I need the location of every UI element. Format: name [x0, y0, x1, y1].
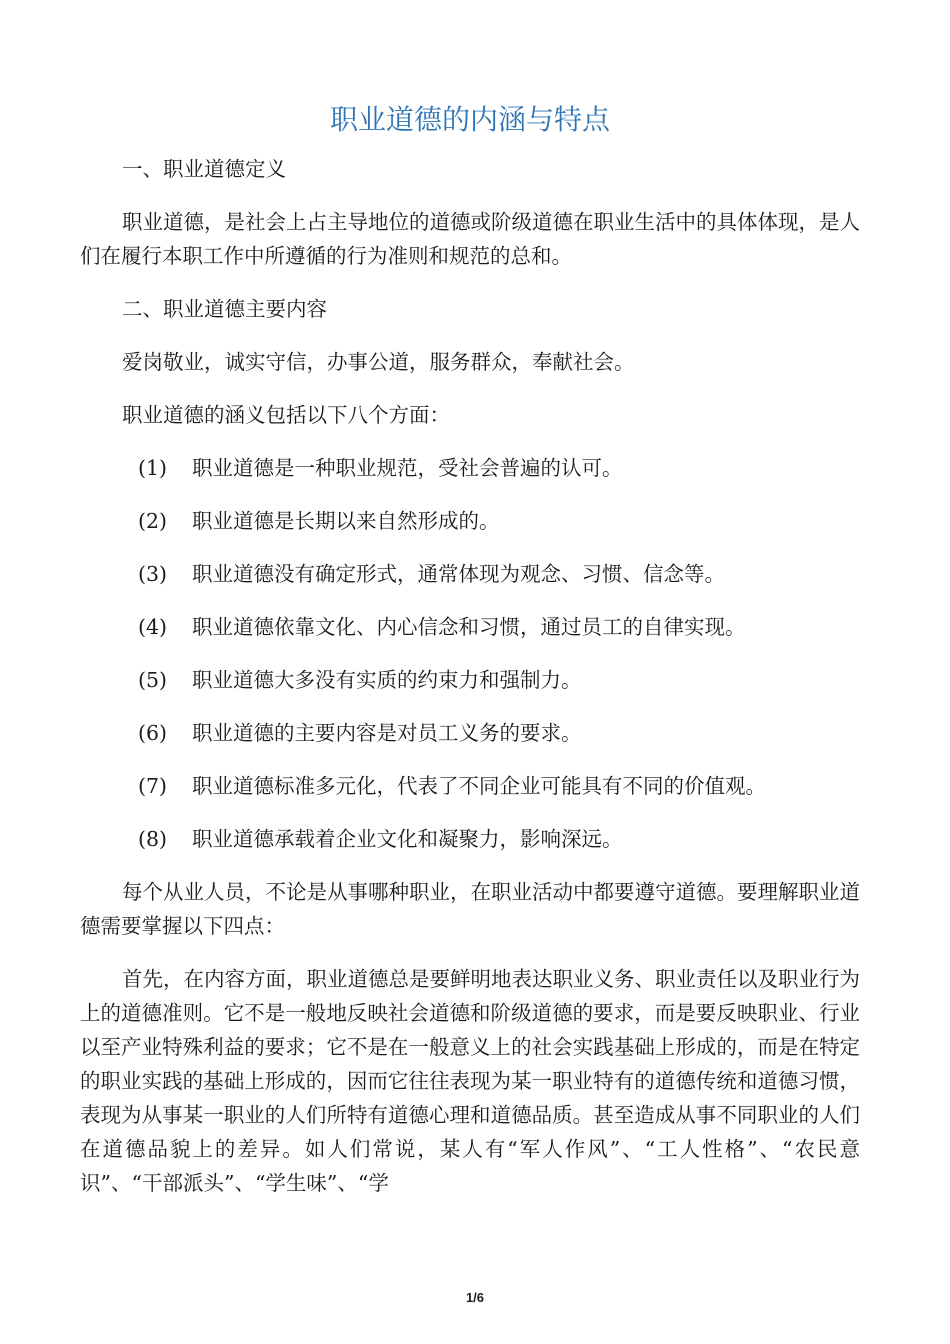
list-item-number: (2): [138, 509, 168, 533]
main-content-paragraph: 爱岗敬业，诚实守信，办事公道，服务群众，奉献社会。: [122, 350, 635, 374]
list-item: [80, 769, 860, 803]
aspects-intro-paragraph: 职业道德的涵义包括以下八个方面：: [122, 403, 450, 427]
list-item-text: 职业道德大多没有实质的约束力和强制力。: [192, 668, 582, 692]
list-item-number: (8): [138, 827, 168, 851]
list-item: [80, 557, 860, 591]
document-page: [80, 100, 860, 1200]
list-item: [80, 716, 860, 750]
document-title: 职业道德的内涵与特点: [329, 103, 610, 136]
list-item: [80, 610, 860, 644]
section-heading-definition: 一、职业道德定义: [122, 157, 286, 181]
list-item-text: 职业道德承载着企业文化和凝聚力，影响深远。: [192, 827, 623, 851]
list-item-number: (5): [138, 668, 168, 692]
list-item-text: 职业道德是长期以来自然形成的。: [192, 509, 500, 533]
list-item-text: 职业道德依靠文化、内心信念和习惯，通过员工的自律实现。: [192, 615, 746, 639]
aspects-list: [80, 451, 860, 856]
list-item-number: (4): [138, 615, 168, 639]
list-item-number: (7): [138, 774, 168, 798]
list-item-number: (6): [138, 721, 168, 745]
list-item-number: (1): [138, 456, 168, 480]
list-item-text: 职业道德没有确定形式，通常体现为观念、习惯、信念等。: [192, 562, 725, 586]
definition-paragraph: 职业道德，是社会上占主导地位的道德或阶级道德在职业生活中的具体体现，是人们在履行本职工作中所遵循的行为准则和规范的总和。: [80, 210, 860, 268]
list-item-text: 职业道德的主要内容是对员工义务的要求。: [192, 721, 582, 745]
list-item-text: 职业道德标准多元化，代表了不同企业可能具有不同的价值观。: [192, 774, 766, 798]
first-point-paragraph: 首先，在内容方面，职业道德总是要鲜明地表达职业义务、职业责任以及职业行为上的道德准则。它不是一般地反映社会道德和阶级道德的要求，而是要反映职业、行业以至产业特殊利益的要求；它不是在一般意义上的社会实践基础上形成的，而是在特定的职业实践的基础上形成的，因而它往往表现为某一职业特有的道德传统和道德习惯，表现为从事某一职业的人们所特有道德心理和道德品质。甚至造成从事不同职业的人们在道德品貌上的差异。如人们常说，某人有“军人作风”、“工人性格”、“农民意识”、“干部派头”、“学生味”、“学: [80, 967, 860, 1195]
four-points-intro-paragraph: 每个从业人员，不论是从事哪种职业，在职业活动中都要遵守道德。要理解职业道德需要掌握以下四点：: [80, 880, 860, 938]
page-number: 1/6: [465, 1290, 485, 1305]
list-item-text: 职业道德是一种职业规范，受社会普遍的认可。: [192, 456, 623, 480]
list-item: [80, 451, 860, 485]
list-item: [80, 663, 860, 697]
section-heading-main-content: 二、职业道德主要内容: [122, 297, 327, 321]
list-item: [80, 822, 860, 856]
list-item: [80, 504, 860, 538]
list-item-number: (3): [138, 562, 168, 586]
